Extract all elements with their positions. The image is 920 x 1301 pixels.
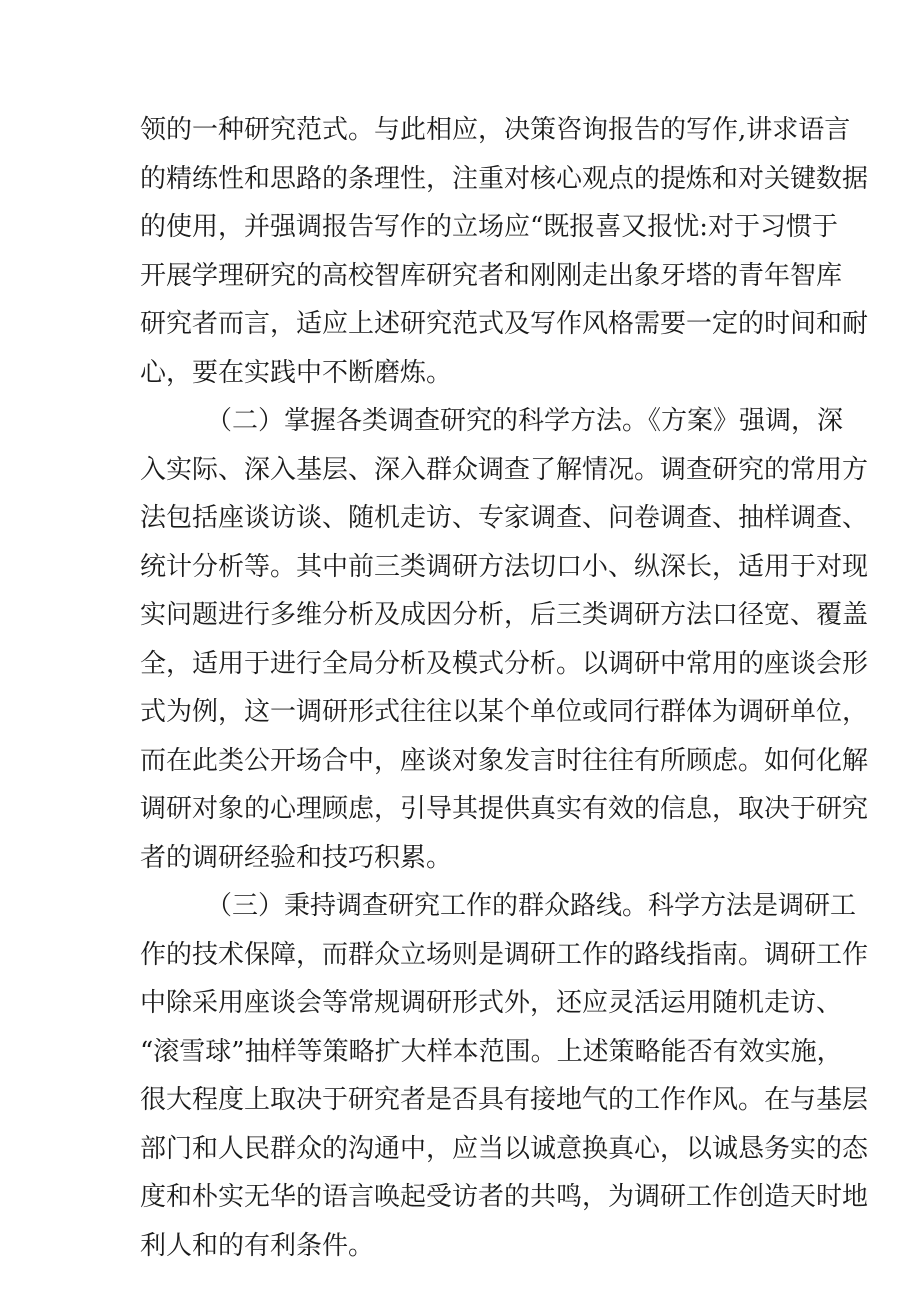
paragraph-3-line-2: 作的技术保障，而群众立场则是调研工作的路线指南。调研工作 xyxy=(140,940,869,970)
paragraph-2-line-5: 实问题进行多维分析及成因分析，后三类调研方法口径宽、覆盖 xyxy=(140,600,869,630)
paragraph-2-line-2: 入实际、深入基层、深入群众调查了解情况。调查研究的常用方 xyxy=(140,455,869,485)
paragraph-1-line-1: 领的一种研究范式。与此相应，决策咨询报告的写作,讲求语言 xyxy=(140,115,851,145)
paragraph-2-line-4: 统计分析等。其中前三类调研方法切口小、纵深长，适用于对现 xyxy=(140,552,869,582)
paragraph-1-line-4: 开展学理研究的高校智库研究者和刚刚走出象牙塔的青年智库 xyxy=(140,261,843,291)
paragraph-3-line-7: 度和朴实无华的语言唤起受访者的共鸣，为调研工作创造天时地 xyxy=(140,1182,869,1212)
paragraph-1-line-6: 心，要在实践中不断磨炼。 xyxy=(140,358,453,388)
paragraph-3-line-6: 部门和人民群众的沟通中，应当以诚意换真心，以诚恳务实的态 xyxy=(140,1134,869,1164)
paragraph-2-line-7: 式为例，这一调研形式往往以某个单位或同行群体为调研单位， xyxy=(140,697,869,727)
paragraph-3-line-8: 利人和的有利条件。 xyxy=(140,1231,375,1261)
paragraph-1-line-3: 的使用，并强调报告写作的立场应“既报喜又报忧:对于习惯于 xyxy=(140,212,839,242)
paragraph-2-line-9: 调研对象的心理顾虑，引导其提供真实有效的信息，取决于研究 xyxy=(140,794,869,824)
paragraph-1-line-5: 研究者而言，适应上述研究范式及写作风格需要一定的时间和耐 xyxy=(140,309,869,339)
paragraph-2-line-10: 者的调研经验和技巧积累。 xyxy=(140,843,453,873)
paragraph-2-line-6: 全，适用于进行全局分析及模式分析。以调研中常用的座谈会形 xyxy=(140,649,869,679)
paragraph-2-line-8: 而在此类公开场合中，座谈对象发言时往往有所顾虑。如何化解 xyxy=(140,746,869,776)
paragraph-2-line-3: 法包括座谈访谈、随机走访、专家调查、问卷调查、抽样调查、 xyxy=(140,503,869,533)
paragraph-3-line-4: “滚雪球”抽样等策略扩大样本范围。上述策略能否有效实施， xyxy=(140,1037,843,1067)
paragraph-3-line-1: （三）秉持调查研究工作的群众路线。科学方法是调研工 xyxy=(206,891,857,921)
paragraph-1-line-2: 的精练性和思路的条理性，注重对核心观点的提炼和对关键数据 xyxy=(140,164,869,194)
paragraph-3-line-5: 很大程度上取决于研究者是否具有接地气的工作作风。在与基层 xyxy=(140,1085,869,1115)
paragraph-3-line-3: 中除采用座谈会等常规调研形式外，还应灵活运用随机走访、 xyxy=(140,988,843,1018)
paragraph-2-line-1: （二）掌握各类调查研究的科学方法。《方案》强调，深 xyxy=(206,406,844,436)
